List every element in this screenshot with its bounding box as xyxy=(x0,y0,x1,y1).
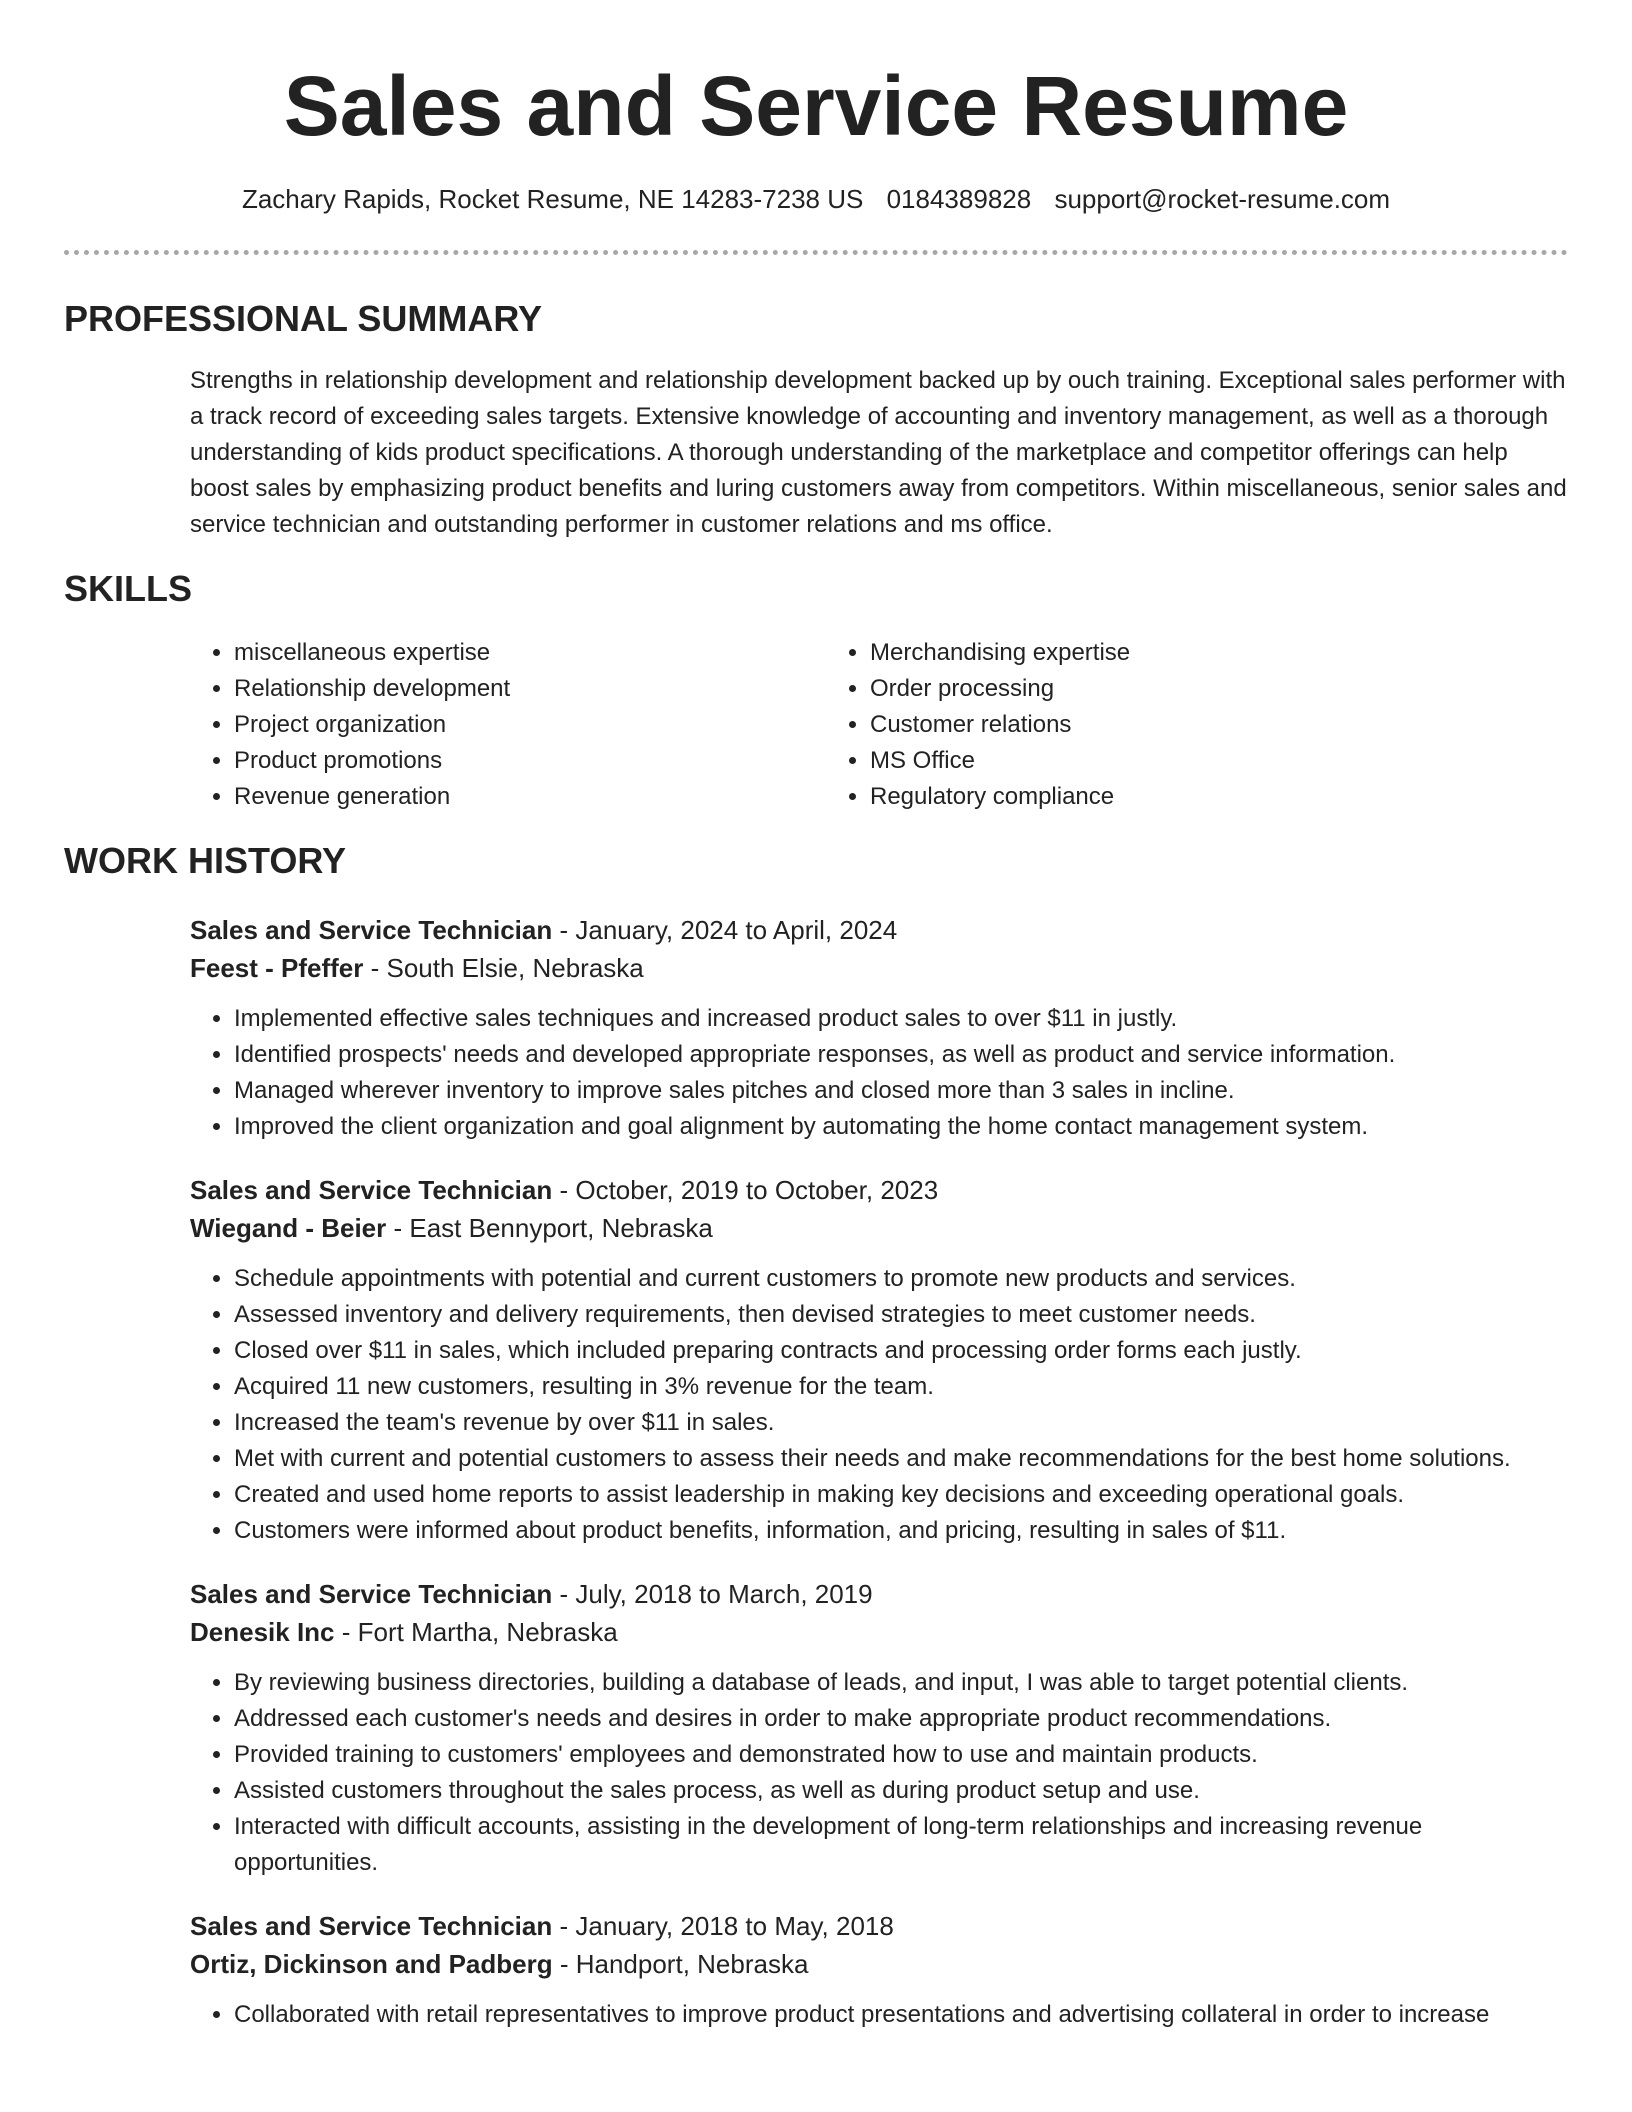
skills-section xyxy=(64,567,1568,815)
job-title: Sales and Service Technician xyxy=(190,1911,553,1941)
job-bullet: • Improved the client organization and goal alignment by automating the home contact management system. xyxy=(234,1109,1568,1145)
skill-item: • Order processing xyxy=(870,671,1130,707)
job-company: Feest - Pfeffer xyxy=(190,953,364,983)
skills-heading: SKILLS xyxy=(64,568,193,609)
skill-item: • Revenue generation xyxy=(234,779,826,815)
job-list xyxy=(64,911,1568,2033)
job-bullet: • Assessed inventory and delivery requirements, then devised strategies to meet customer needs. xyxy=(234,1297,1568,1333)
job-bullet: • Customers were informed about product benefits, information, and pricing, resulting in sales of $11. xyxy=(234,1513,1568,1549)
job-dates: - July, 2018 to March, 2019 xyxy=(552,1579,873,1609)
job-bullet: • Closed over $11 in sales, which included preparing contracts and processing order forms each justly. xyxy=(234,1333,1568,1369)
job-location: - Fort Martha, Nebraska xyxy=(334,1617,618,1647)
job-bullet: • Identified prospects' needs and developed appropriate responses, as well as product and service information. xyxy=(234,1037,1568,1073)
job-title: Sales and Service Technician xyxy=(190,1579,553,1609)
job-entry xyxy=(190,1907,1568,2033)
skill-item: • Relationship development xyxy=(234,671,826,707)
skill-item: • Product promotions xyxy=(234,743,826,779)
job-title-line xyxy=(190,1907,1568,1945)
job-location: - East Bennyport, Nebraska xyxy=(386,1213,713,1243)
skill-item: • Merchandising expertise xyxy=(870,635,1130,671)
skill-item: • miscellaneous expertise xyxy=(234,635,826,671)
job-bullet: • Increased the team's revenue by over $11 in sales. xyxy=(234,1405,1568,1441)
job-company-line xyxy=(190,1945,1568,1983)
job-company-line xyxy=(190,1209,1568,1247)
summary-text: Strengths in relationship development and relationship development backed up by ouch training. Exceptional sales performer with a track record of exceeding sales targets. Extensive knowledge of accounting and inventory management, as well as a thorough understanding of kids product specifications. A thorough understanding of the marketplace and competitor offerings can help boost sales by emphasizing product benefits and luring customers away from competitors. Within miscellaneous, senior sales and service technician and outstanding performer in customer relations and ms office. xyxy=(190,367,1567,538)
job-dates: - January, 2024 to April, 2024 xyxy=(552,915,898,945)
job-entry xyxy=(190,1575,1568,1881)
job-company: Denesik Inc xyxy=(190,1617,335,1647)
job-dates: - January, 2018 to May, 2018 xyxy=(552,1911,894,1941)
summary-section xyxy=(64,297,1568,543)
job-bullet: • Created and used home reports to assist leadership in making key decisions and exceeding operational goals. xyxy=(234,1477,1568,1513)
job-bullet: • Implemented effective sales techniques and increased product sales to over $11 in justly. xyxy=(234,1001,1568,1037)
job-company: Wiegand - Beier xyxy=(190,1213,387,1243)
job-title-line xyxy=(190,911,1568,949)
skills-grid xyxy=(64,635,1568,815)
contact-address: Zachary Rapids, Rocket Resume, NE 14283-7238 US xyxy=(241,184,864,214)
job-dates: - October, 2019 to October, 2023 xyxy=(552,1175,939,1205)
job-bullets xyxy=(190,1001,1568,1145)
skill-item: • Customer relations xyxy=(870,707,1130,743)
job-bullet: • Provided training to customers' employees and demonstrated how to use and maintain products. xyxy=(234,1737,1568,1773)
contact-email: support@rocket-resume.com xyxy=(1054,184,1391,214)
job-title: Sales and Service Technician xyxy=(190,1175,553,1205)
job-title: Sales and Service Technician xyxy=(190,915,553,945)
job-company: Ortiz, Dickinson and Padberg xyxy=(190,1949,553,1979)
job-location: - South Elsie, Nebraska xyxy=(363,953,644,983)
job-entry xyxy=(190,1171,1568,1549)
job-entry xyxy=(190,911,1568,1145)
job-bullets xyxy=(190,1997,1568,2033)
job-bullet: • Assisted customers throughout the sales process, as well as during product setup and use. xyxy=(234,1773,1568,1809)
contact-phone: 0184389828 xyxy=(886,184,1032,214)
job-bullet: • Interacted with difficult accounts, assisting in the development of long-term relationships and increasing revenue opportunities. xyxy=(234,1809,1568,1881)
job-bullet: • Met with current and potential customers to assess their needs and make recommendations for the best home solutions. xyxy=(234,1441,1568,1477)
contact-line xyxy=(64,182,1568,216)
skills-column-right xyxy=(826,635,1130,815)
skills-column-left xyxy=(190,635,826,815)
skill-item: • Project organization xyxy=(234,707,826,743)
job-bullet: • Acquired 11 new customers, resulting in 3% revenue for the team. xyxy=(234,1369,1568,1405)
job-company-line xyxy=(190,949,1568,987)
job-bullet: • Managed wherever inventory to improve sales pitches and closed more than 3 sales in incline. xyxy=(234,1073,1568,1109)
resume-title: Sales and Service Resume xyxy=(283,59,1349,153)
job-bullet: • Schedule appointments with potential and current customers to promote new products and services. xyxy=(234,1261,1568,1297)
job-title-line xyxy=(190,1575,1568,1613)
work-history-section xyxy=(64,839,1568,2033)
job-title-line xyxy=(190,1171,1568,1209)
skill-item: • MS Office xyxy=(870,743,1130,779)
summary-heading: PROFESSIONAL SUMMARY xyxy=(64,298,543,339)
header-divider xyxy=(64,250,1568,255)
job-location: - Handport, Nebraska xyxy=(552,1949,809,1979)
job-bullets xyxy=(190,1261,1568,1549)
skill-item: • Regulatory compliance xyxy=(870,779,1130,815)
job-company-line xyxy=(190,1613,1568,1651)
job-bullet: • Addressed each customer's needs and desires in order to make appropriate product recommendations. xyxy=(234,1701,1568,1737)
job-bullets xyxy=(190,1665,1568,1881)
job-bullet: • By reviewing business directories, building a database of leads, and input, I was able to target potential clients. xyxy=(234,1665,1568,1701)
work-history-heading: WORK HISTORY xyxy=(64,840,347,881)
job-bullet: • Collaborated with retail representatives to improve product presentations and advertising collateral in order to increase xyxy=(234,1997,1568,2033)
